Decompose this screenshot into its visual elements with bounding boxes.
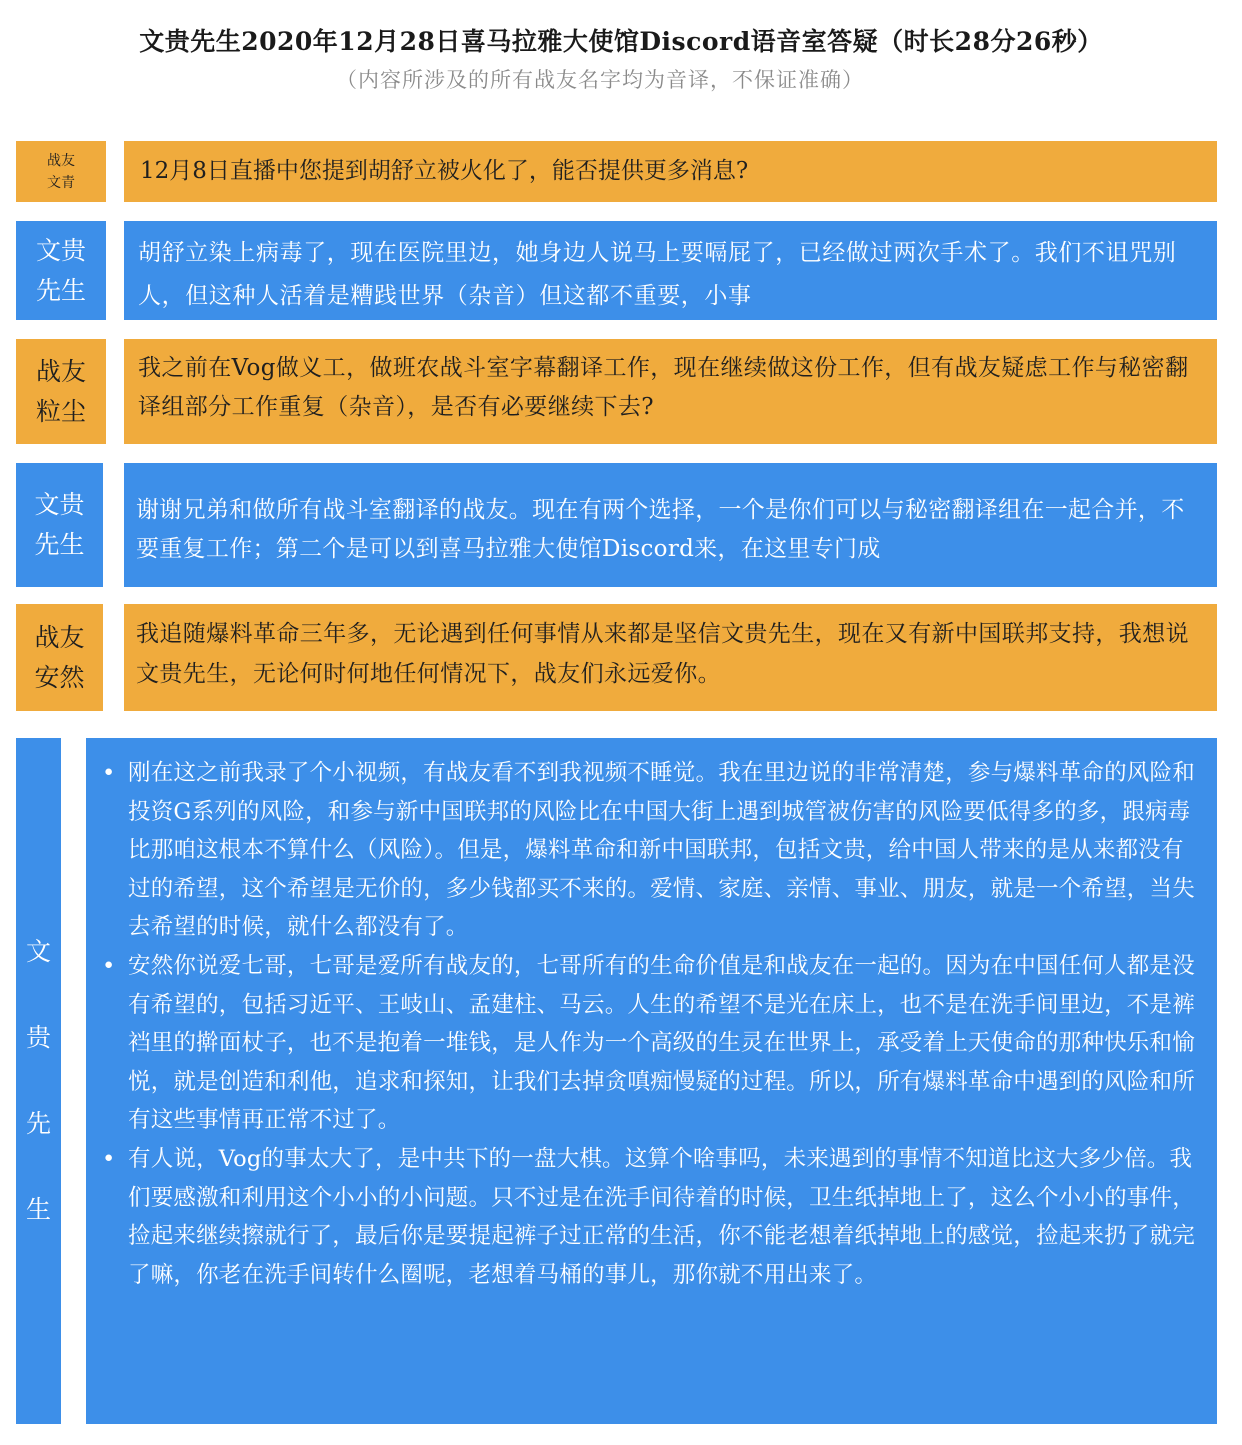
- question-text: 12月8日直播中您提到胡舒立被火化了，能否提供更多消息?: [140, 158, 749, 184]
- answer-box-3: [86, 738, 1217, 1424]
- speaker-label-q3: [16, 604, 103, 711]
- answer-text: 谢谢兄弟和做所有战斗室翻译的战友。现在有两个选择，一个是你们可以与秘密翻译组在一起合并，不要重复工作；第二个是可以到喜马拉雅大使馆Discord来，在这里专门成: [136, 497, 1185, 562]
- speaker-name-line2: 粒尘: [35, 396, 86, 426]
- page-subtitle: （内容所涉及的所有战友名字均为音译，不保证准确）: [336, 68, 864, 92]
- answer-bullet-list: [96, 754, 1203, 1294]
- speaker-name-line1: 战友: [35, 356, 86, 386]
- answer-box-2: [124, 463, 1217, 587]
- answer-bullet: • 有人说，Vog的事太大了，是中共下的一盘大棋。这算个啥事吗，未来遇到的事情不知道比这大多少倍。我们要感激和利用这个小小的小问题。只不过是在洗手间待着的时候，卫生纸掉地上了，这么个小小的事件，捡起来继续擦就行了，最后你是要提起裤子过正常的生活，你不能老想着纸掉地上的感觉，捡起来扔了就完了嘛，你老在洗手间转什么圈呢，老想着马桶的事儿，那你就不用出来了。: [96, 1140, 1203, 1294]
- speaker-char: 文: [25, 937, 51, 966]
- speaker-name-line1: 战友: [34, 622, 85, 652]
- answer-bullet: • 安然你说爱七哥，七哥是爱所有战友的，七哥所有的生命价值是和战友在一起的。因为在中国任何人都是没有希望的，包括习近平、王岐山、孟建柱、马云。人生的希望不是光在床上，也不是在洗手间里边，不是裤裆里的擀面杖子，也不是抱着一堆钱，是人作为一个高级的生灵在世界上，承受着上天使命的那种快乐和愉悦，就是创造和利他，追求和探知，让我们去掉贪嗔痴慢疑的过程。所以，所有爆料革命中遇到的风险和所有这些事情再正常不过了。: [96, 947, 1203, 1140]
- question-text: 我之前在Vog做义工，做班农战斗室字幕翻译工作，现在继续做这份工作，但有战友疑虑工作与秘密翻译组部分工作重复（杂音），是否有必要继续下去?: [138, 355, 1189, 420]
- question-box-1: [124, 141, 1217, 202]
- question-text: 我追随爆料革命三年多，无论遇到任何事情从来都是坚信文贵先生，现在又有新中国联邦支持，我想说文贵先生，无论何时何地任何情况下，战友们永远爱你。: [136, 621, 1189, 687]
- speaker-name-line2: 先生: [35, 275, 86, 305]
- speaker-name-line1: 战友: [47, 152, 75, 169]
- speaker-name-line1: 文贵: [34, 490, 85, 519]
- speaker-char: 贵: [25, 1023, 51, 1052]
- speaker-label-q1: [16, 141, 106, 202]
- question-box-3: [124, 604, 1217, 711]
- question-box-2: [124, 339, 1217, 444]
- speaker-name-line1: 文贵: [35, 235, 86, 265]
- speaker-char: 生: [25, 1195, 51, 1224]
- speaker-char: 先: [25, 1109, 51, 1138]
- speaker-label-q2: [16, 339, 106, 444]
- speaker-name-line2: 先生: [34, 530, 85, 559]
- speaker-label-a1: [16, 221, 106, 320]
- speaker-label-a3: [16, 738, 61, 1424]
- speaker-name-line2: 文青: [47, 174, 75, 191]
- answer-box-1: [124, 221, 1217, 320]
- speaker-label-a2: [16, 463, 103, 587]
- answer-bullet: • 刚在这之前我录了个小视频，有战友看不到我视频不睡觉。我在里边说的非常清楚，参与爆料革命的风险和投资G系列的风险，和参与新中国联邦的风险比在中国大街上遇到城管被伤害的风险要低得多的多，跟病毒比那咱这根本不算什么（风险）。但是，爆料革命和新中国联邦，包括文贵，给中国人带来的是从来都没有过的希望，这个希望是无价的，多少钱都买不来的。爱情、家庭、亲情、事业、朋友，就是一个希望，当失去希望的时候，就什么都没有了。: [96, 754, 1203, 947]
- answer-text: 胡舒立染上病毒了，现在医院里边，她身边人说马上要嗝屁了，已经做过两次手术了。我们不诅咒别人，但这种人活着是糟践世界（杂音）但这都不重要，小事: [138, 240, 1177, 309]
- speaker-name-line2: 安然: [34, 662, 85, 692]
- page-title: 文贵先生2020年12月28日喜马拉雅大使馆Discord语音室答疑（时长28分26秒）: [139, 27, 1103, 56]
